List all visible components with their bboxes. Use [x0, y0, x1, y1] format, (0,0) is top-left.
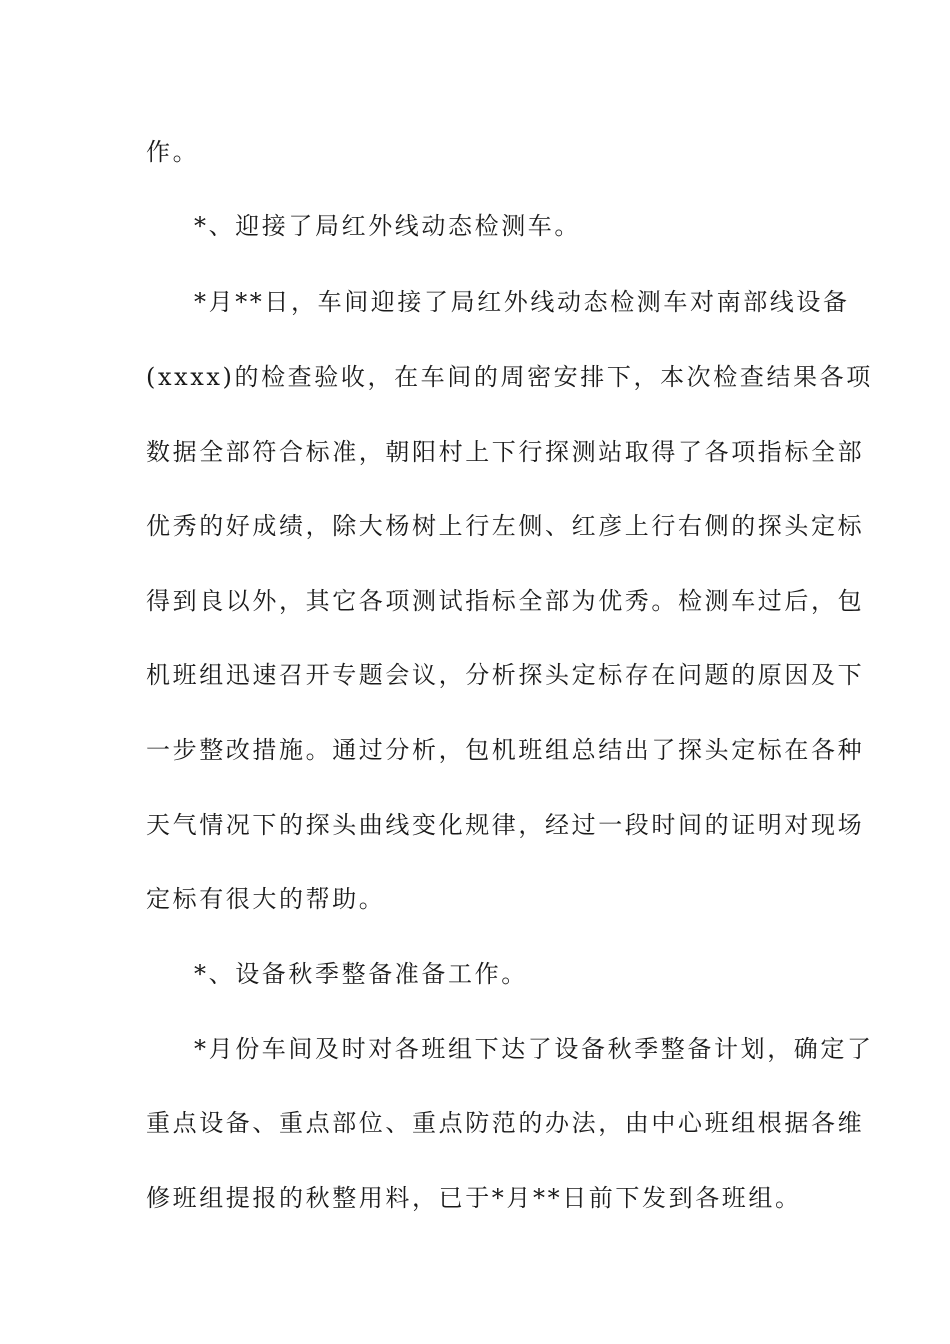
- paragraph-line: 数据全部符合标准，朝阳村上下行探测站取得了各项指标全部: [146, 438, 865, 466]
- paragraph-line: 机班组迅速召开专题会议，分析探头定标存在问题的原因及下: [146, 661, 865, 689]
- section-heading-infrared-detection: *、迎接了局红外线动态检测车。: [194, 212, 581, 240]
- paragraph-line: *月份车间及时对各班组下达了设备秋季整备计划，确定了: [194, 1035, 874, 1063]
- paragraph-line: *月**日，车间迎接了局红外线动态检测车对南部线设备: [194, 288, 850, 316]
- paragraph-continuation: 作。: [146, 138, 200, 166]
- paragraph-line: 修班组提报的秋整用料，已于*月**日前下发到各班组。: [146, 1184, 802, 1212]
- paragraph-line: 一步整改措施。通过分析，包机班组总结出了探头定标在各种: [146, 736, 865, 764]
- paragraph-line: 重点设备、重点部位、重点防范的办法，由中心班组根据各维: [146, 1109, 865, 1137]
- section-heading-autumn-maintenance: *、设备秋季整备准备工作。: [194, 960, 528, 988]
- paragraph-line: 天气情况下的探头曲线变化规律，经过一段时间的证明对现场: [146, 811, 865, 839]
- paragraph-line: 得到良以外，其它各项测试指标全部为优秀。检测车过后，包: [146, 587, 865, 615]
- paragraph-line: (xxxx)的检查验收，在车间的周密安排下，本次检查结果各项: [146, 363, 873, 391]
- paragraph-line: 优秀的好成绩，除大杨树上行左侧、红彦上行右侧的探头定标: [146, 512, 865, 540]
- paragraph-line: 定标有很大的帮助。: [146, 885, 386, 913]
